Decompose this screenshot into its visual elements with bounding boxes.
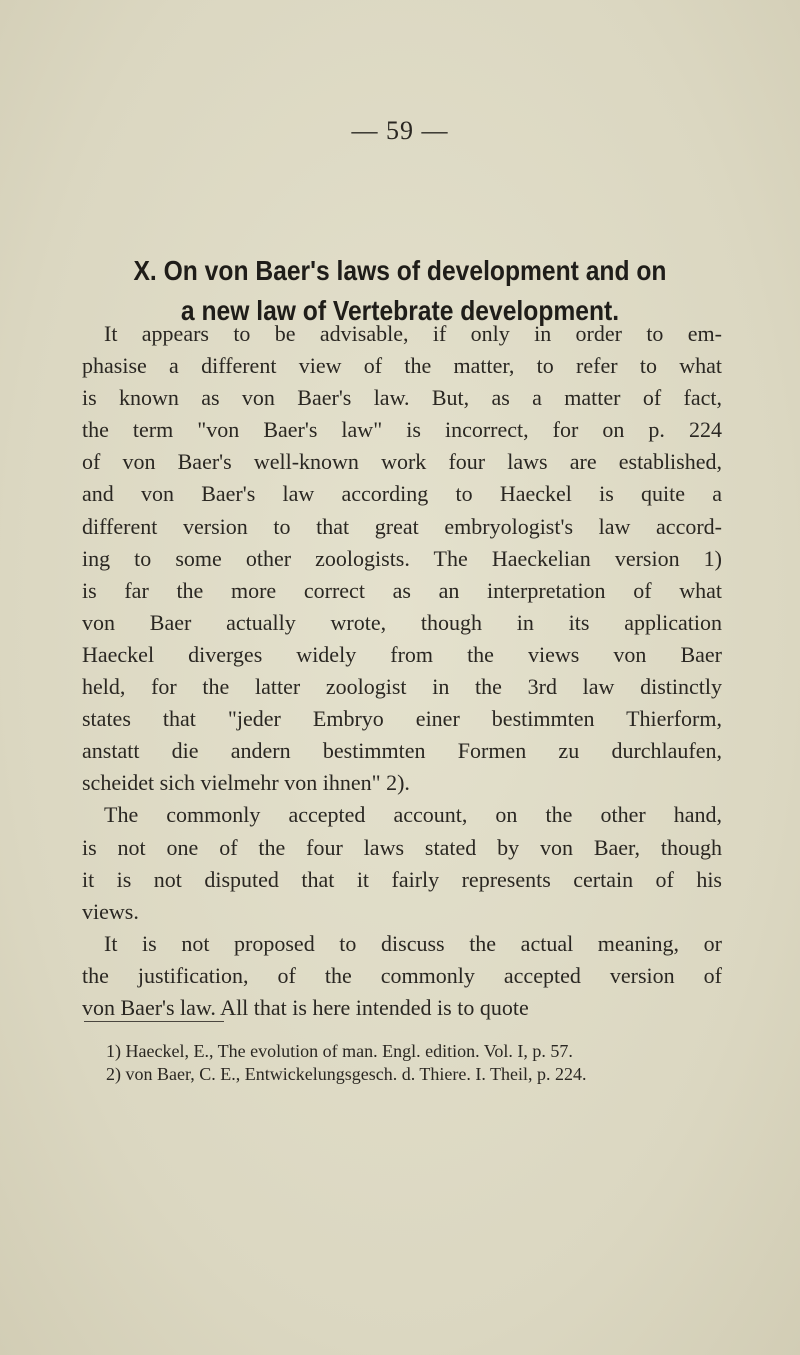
footnote-1: 1) Haeckel, E., The evolution of man. Engl. edition. Vol. I, p. 57. [106,1041,573,1061]
text-line: is far the more correct as an interpretation of what [82,577,722,603]
text-line: the term "von Baer's law" is incorrect, for on p. 224 [82,417,722,443]
text-line: von Baer actually wrote, though in its application [82,609,722,635]
text-line: the justification, of the commonly accepted version of [82,962,722,988]
text-line: held, for the latter zoologist in the 3rd law distinctly [82,674,722,700]
text-line: phasise a different view of the matter, to refer to what [82,353,722,379]
text-line: it is not disputed that it fairly represents certain of his [82,866,722,892]
text-line: is known as von Baer's law. But, as a matter of fact, [82,385,722,411]
footnote-rule [84,1021,224,1022]
footnote-2: 2) von Baer, C. E., Entwickelungsgesch. d. Thiere. I. Theil, p. 224. [106,1064,587,1084]
text-line: von Baer's law. All that is here intended is to quote [82,994,529,1020]
chapter-title-line-1: X. On von Baer's laws of development and on [133,255,667,286]
text-line: Haeckel diverges widely from the views von Baer [82,641,722,667]
footnotes [84,1040,724,1086]
text-line: It appears to be advisable, if only in order to em- [104,321,722,346]
text-line: The commonly accepted account, on the other hand, [104,802,722,828]
text-line: different version to that great embryologist's law accord- [82,513,722,539]
text-line: scheidet sich vielmehr von ihnen" 2). [82,770,410,796]
text-line: views. [82,898,139,924]
chapter-title-line-2: a new law of Vertebrate development. [180,295,620,326]
text-line: ing to some other zoologists. The Haeckelian version 1) [82,545,722,571]
text-line: is not one of the four laws stated by von Baer, though [82,834,722,860]
body-text [82,318,722,1024]
text-line: and von Baer's law according to Haeckel is quite a [82,481,722,507]
text-line: It is not proposed to discuss the actual meaning, or [104,930,722,956]
text-line: states that "jeder Embryo einer bestimmten Thierform, [82,706,722,732]
text-line: of von Baer's well-known work four laws are established, [82,449,722,475]
text-line: anstatt die andern bestimmten Formen zu durchlaufen, [82,738,722,764]
page-number: — 59 — [351,116,449,145]
